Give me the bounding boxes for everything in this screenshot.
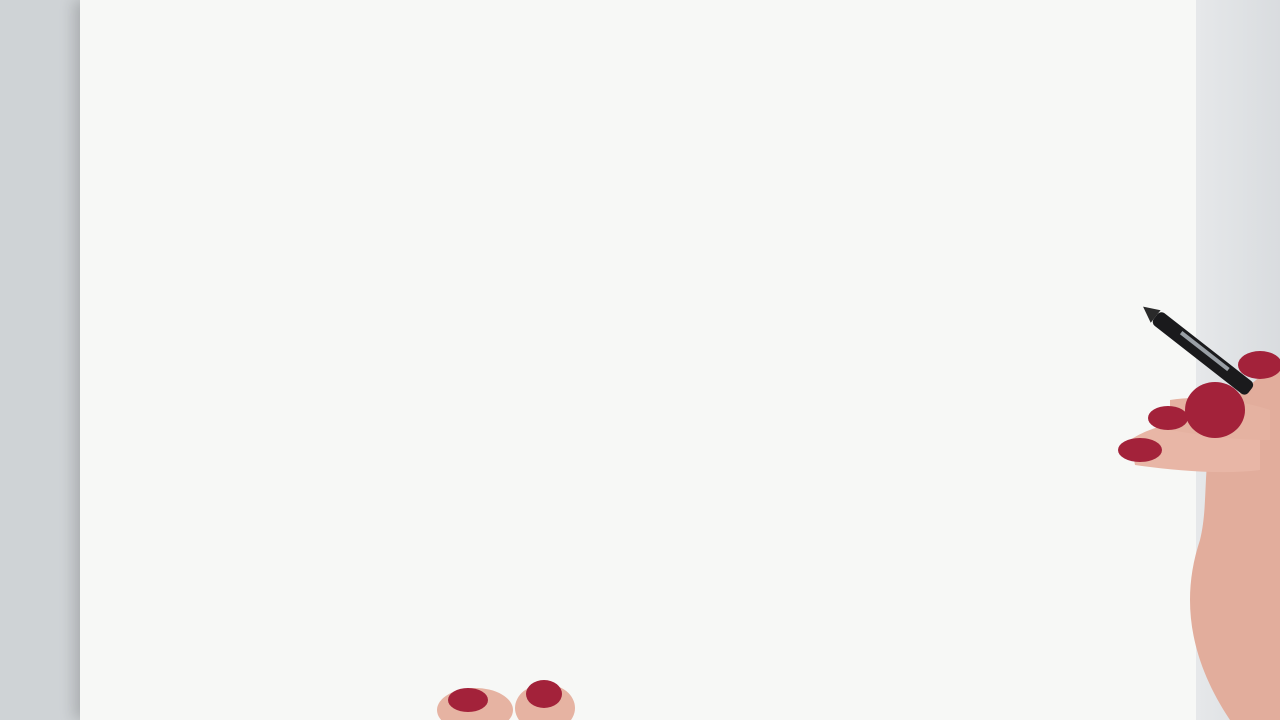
fingertips-image: [420, 670, 620, 720]
hand-with-pen-image: [1110, 300, 1280, 720]
